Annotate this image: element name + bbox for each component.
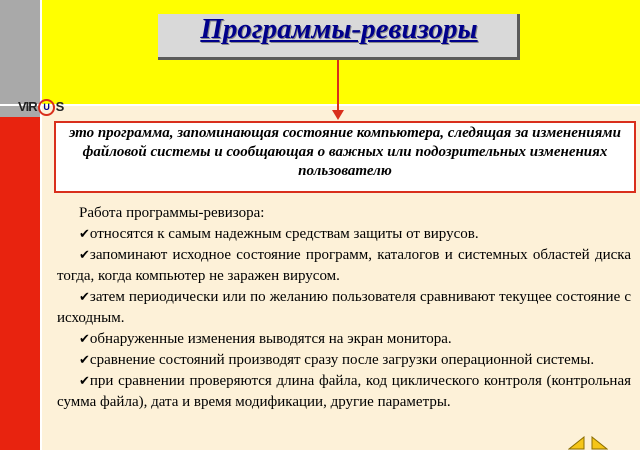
virus-logo bbox=[18, 99, 63, 116]
content-body bbox=[57, 203, 631, 413]
content-subheading: Работа программы-ревизора: bbox=[79, 205, 265, 221]
list-item-text: сравнение состояний производят сразу после загрузки операционной системы. bbox=[89, 352, 595, 368]
connector-line bbox=[337, 60, 339, 116]
check-icon: ✔ bbox=[79, 248, 90, 263]
nav-prev-button[interactable] bbox=[568, 436, 585, 450]
logo-ring: U bbox=[38, 99, 55, 116]
logo-text-right: S bbox=[55, 99, 64, 114]
nav-prev-icon bbox=[569, 437, 584, 449]
list-item bbox=[57, 224, 631, 245]
list-item bbox=[57, 350, 631, 371]
list-item bbox=[57, 329, 631, 350]
vertical-divider bbox=[40, 0, 42, 450]
logo-text-left: VIR bbox=[18, 99, 37, 114]
horizontal-divider bbox=[0, 104, 640, 106]
list-item-text: обнаруженные изменения выводятся на экран монитора. bbox=[89, 331, 452, 347]
definition-text: это программа, запоминающая состояние компьютера, следящая за изменениями файловой системы и сообщающая о важных или подозрительных изменениях пользователю bbox=[69, 125, 621, 179]
list-item bbox=[57, 245, 631, 287]
arrow-down-icon bbox=[332, 110, 344, 120]
check-icon: ✔ bbox=[79, 290, 90, 305]
page-title: Программы-ревизоры bbox=[200, 13, 478, 45]
check-icon: ✔ bbox=[79, 353, 90, 368]
list-item bbox=[57, 287, 631, 329]
list-item-text: относятся к самым надежным средствам защиты от вирусов. bbox=[89, 226, 479, 242]
list-item-text: при сравнении проверяются длина файла, код циклического контроля (контрольная сумма файла), дата и время модификации, другие параметры. bbox=[57, 373, 631, 410]
list-item-text: затем периодически или по желанию пользователя сравнивают текущее состояние с исходным. bbox=[57, 289, 631, 326]
nav-next-icon bbox=[592, 437, 607, 449]
check-icon: ✔ bbox=[79, 332, 90, 347]
feature-list bbox=[57, 224, 631, 413]
list-item-text: запоминают исходное состояние программ, каталогов и системных областей диска тогда, когда компьютер не заражен вирусом. bbox=[57, 247, 631, 284]
left-red-bar bbox=[0, 117, 40, 450]
list-item bbox=[57, 371, 631, 413]
check-icon: ✔ bbox=[79, 227, 90, 242]
check-icon: ✔ bbox=[79, 374, 90, 389]
nav-next-button[interactable] bbox=[591, 436, 608, 450]
